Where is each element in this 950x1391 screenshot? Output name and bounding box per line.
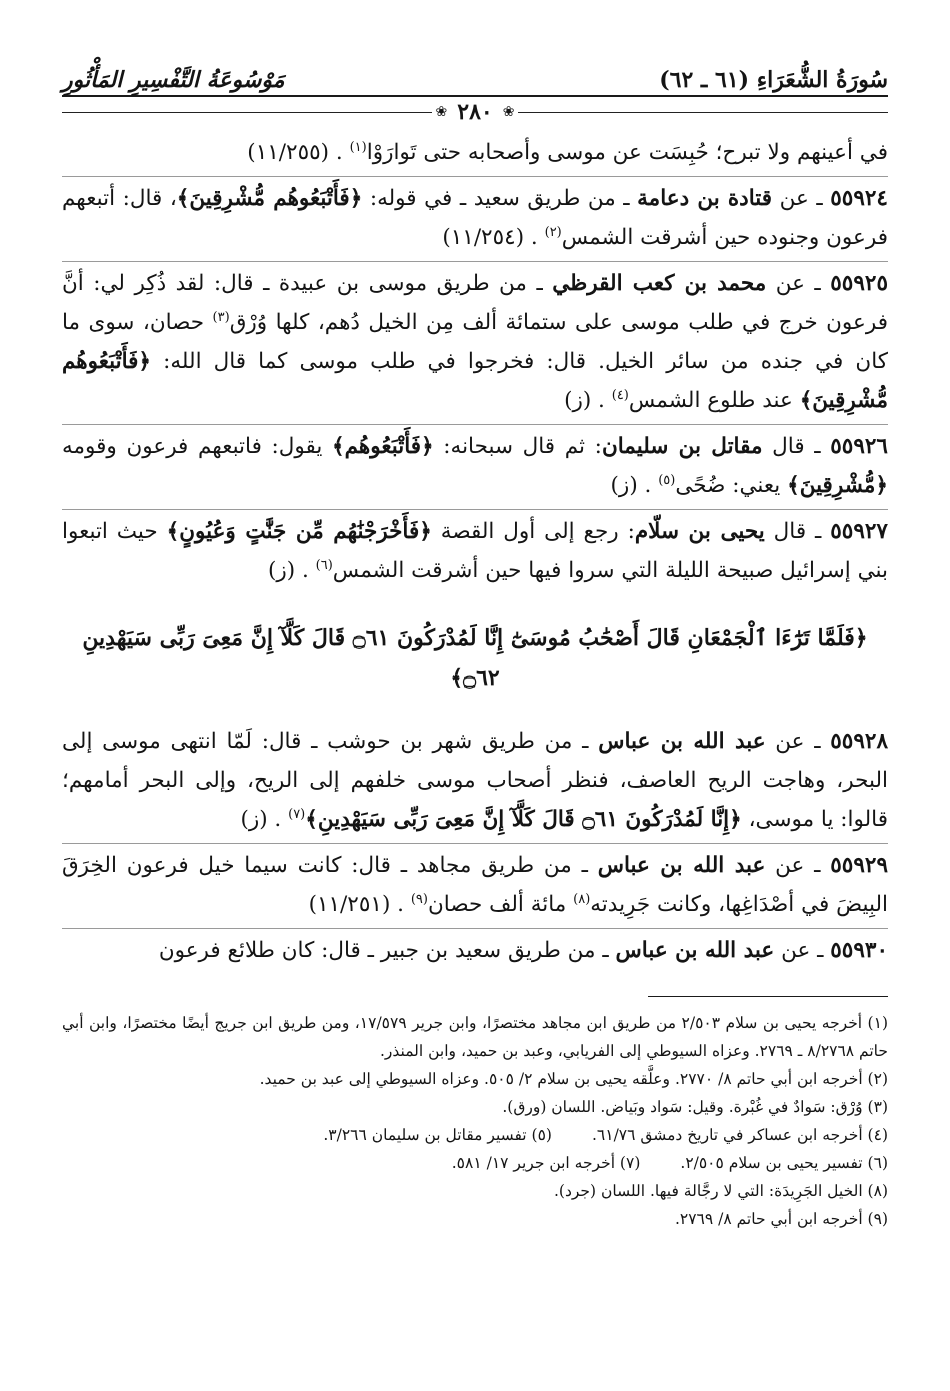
entry-text: حصان، سوى ما كان في جنده من سائر الخيل. قال: فخرجوا في طلب موسى كما قال الله: [62,310,888,374]
entry-number: ٥٥٩٣٠ [830,938,888,963]
entry-text: ـ قال [773,519,822,544]
quran-quote: ﴿إِنَّا لَمُدْرَكُونَ ۝٦١ قَالَ كَلَّآ إِنَّ مَعِىَ رَبِّى سَيَهْدِينِ﴾ [305,807,742,832]
book-title: مَوْسُوعَةُ التَّفْسِيرِ المَأْثُورِ [62,67,285,93]
entry [62,261,888,420]
divider [62,112,432,113]
footnote-9: (٩) أخرجه ابن أبي حاتم ٨/ ٢٧٦٩. [674,1210,888,1228]
entry-text: ـ عن [781,938,824,963]
entry [62,509,888,590]
entry [62,843,888,924]
footnotes [62,1009,888,1233]
entry-text: : ثم قال سبحانه: [443,434,602,459]
entry-number: ٥٥٩٢٤ [830,186,888,211]
volume-ref: . (١١/٢٥٤) [442,225,538,250]
entry [62,176,888,257]
quran-verse-heading: ﴿فَلَمَّا تَرَٰٓءَا ٱلْجَمْعَانِ قَالَ أَصْحَٰبُ مُوسَىٰٓ إِنَّا لَمُدْرَكُونَ ۝٦١ قَالَ كَلَّآ إِنَّ مَعِىَ رَبِّى سَيَهْدِينِ ۝٦٢﴾ [82,625,868,691]
footnote-divider [648,996,888,997]
entry-text: ـ من طريق موسى بن عبيدة ـ قال: لقد ذُكِر لي: أنَّ فرعون خرج في طلب موسى على ستمائة ألف مِن الخيل دُهم، كلها وُرْق [62,271,888,335]
narrator: عبد الله بن عباس [597,853,766,878]
ornament-icon: ❀ [435,104,448,120]
entry-text: ـ قال [772,434,821,459]
footnote-4: (٤) أخرجه ابن عساكر في تاريخ دمشق ٦١/٧٦. [591,1126,888,1144]
volume-ref: . (ز) [564,388,605,413]
footnote-marker: (٢) [544,224,562,240]
entry-text: حيث اتبعوا بني إسرائيل صبيحة الليلة التي سروا فيها حين أشرقت الشمس [62,519,888,583]
narrator: عبد الله بن عباس [598,729,766,754]
entry [62,722,888,839]
narrator: مقاتل بن سليمان [601,434,763,459]
footnote-1: (١) أخرجه يحيى بن سلام ٢/٥٠٣ من طريق ابن مجاهد مختصرًا، وابن جرير ١٧/٥٧٩، ومن طريق ابن جريج أيضًا مختصرًا، وابن أبي حاتم ٨/٢٧٦٨ ـ ٢٧٦٩. وعزاه السيوطي إلى الفريابي، وعبد بن حميد، وابن المنذر. [62,1014,888,1060]
entry-text: في أعينهم ولا تبرح؛ حُبِسَت عن موسى وأصحابه حتى تَوارَوْا [366,140,888,165]
entry-number: ٥٥٩٢٩ [830,853,888,878]
entry-number: ٥٥٩٢٥ [830,271,888,296]
entry-text: عند طلوع الشمس [628,388,793,413]
page [62,55,888,1233]
quran-quote: ﴿فَأَخْرَجْنَٰهُم مِّن جَنَّٰتٍ وَعُيُونٍ﴾ [166,519,432,544]
entry-text: ـ من طريق مجاهد ـ قال: كانت سيما خيل فرعون الخِرَقَ البِيضَ في أصْدَاغِها، وكانت جَرِيدته [62,853,888,917]
narrator: عبد الله بن عباس [615,938,775,963]
surah-title: سُورَةُ الشُّعَرَاءِ (٦١ ـ ٦٢) [659,67,888,93]
quran-quote: ﴿فَأَتْبَعُوهُم﴾ [332,434,434,459]
entry-text: مائة ألف حصان [427,892,567,917]
entry-text: ـ عن [775,853,821,878]
footnote-marker: (٣) [212,309,230,325]
footnote-marker: (٦) [315,557,333,573]
footnote-marker: (٥) [658,472,676,488]
page-number: ٢٨٠ [457,99,493,125]
footnote-3: (٣) وُرْق: سَوادٌ في غُبْرة. وقيل: سَواد وبَياض. اللسان (ورق). [502,1098,888,1116]
footnote-marker: (٧) [288,806,306,822]
entry-number: ٥٥٩٢٨ [830,729,888,754]
entry-number: ٥٥٩٢٧ [830,519,888,544]
volume-ref: . (١١/٢٥١) [308,892,404,917]
volume-ref: . (ز) [240,807,282,832]
footnote-pair [62,1149,888,1177]
footnote-8: (٨) الخيل الجَرِيدَة: التي لا رجَّالة فيها. اللسان (جرد). [553,1182,888,1200]
entry-text: يقول: فاتبعهم فرعون وقومه [62,434,323,459]
footnote-marker: (٤) [611,387,629,403]
footnote-2: (٢) أخرجه ابن أبي حاتم ٨/ ٢٧٧٠. وعلَّقه يحيى بن سلام ٢/ ٥٠٥. وعزاه السيوطي إلى عبد بن حميد. [259,1070,888,1088]
volume-ref: . (١١/٢٥٥) [247,140,343,165]
footnote-7: (٧) أخرجه ابن جرير ١٧/ ٥٨١. [451,1154,641,1172]
narrator: يحيى بن سلّام [634,519,765,544]
main-text [62,133,888,970]
quran-quote: ﴿فَأَتْبَعُوهُم مُّشْرِقِينَ﴾ [176,186,363,211]
narrator: محمد بن كعب القرظي [552,271,767,296]
footnote-marker: (٨) [573,891,591,907]
entry-text: ـ عن [779,186,823,211]
entry-continued [62,133,888,172]
quran-quote: ﴿مُّشْرِقِينَ﴾ [787,473,888,498]
quran-quote: ﴿فَأَتْبَعُوهُم مُّشْرِقِينَ﴾ [62,349,888,413]
entry [62,928,888,970]
volume-ref: . (ز) [610,473,652,498]
entry-text: ـ من طريق سعيد بن جبير ـ قال: كان طلائع فرعون [158,938,609,963]
page-number-row [62,99,888,125]
entry-text: ـ من طريق سعيد ـ في قوله: [369,186,630,211]
entry-text: ـ عن [775,729,821,754]
entry-text: يعني: ضُحًى [675,473,781,498]
ornament-icon: ❀ [502,104,515,120]
entry-text: ـ من طريق شهر بن حوشب ـ قال: لَمّا انتهى موسى إلى البحر، وهاجت الريح العاصف، فنظر أصحاب موسى خلفهم إلى الريح، وإلى البحر أمامهم؛ قالوا: يا موسى، [62,729,888,832]
narrator: قتادة بن دعامة [637,186,773,211]
entry-number: ٥٥٩٢٦ [830,434,888,459]
entry-text: ، قال: أتبعهم فرعون وجنوده حين أشرقت الشمس [62,186,888,250]
entry [62,424,888,505]
entry-text: ـ عن [775,271,821,296]
footnote-marker: (٩) [410,891,428,907]
footnote-pair [62,1121,888,1149]
footnote-5: (٥) تفسير مقاتل بن سليمان ٣/٢٦٦. [323,1126,552,1144]
running-header [62,55,888,97]
footnote-6: (٦) تفسير يحيى بن سلام ٢/٥٠٥. [680,1154,888,1172]
entry-text: : رجع إلى أول القصة [440,519,635,544]
divider [518,112,888,113]
volume-ref: . (ز) [267,558,309,583]
footnote-marker: (١) [349,139,367,155]
